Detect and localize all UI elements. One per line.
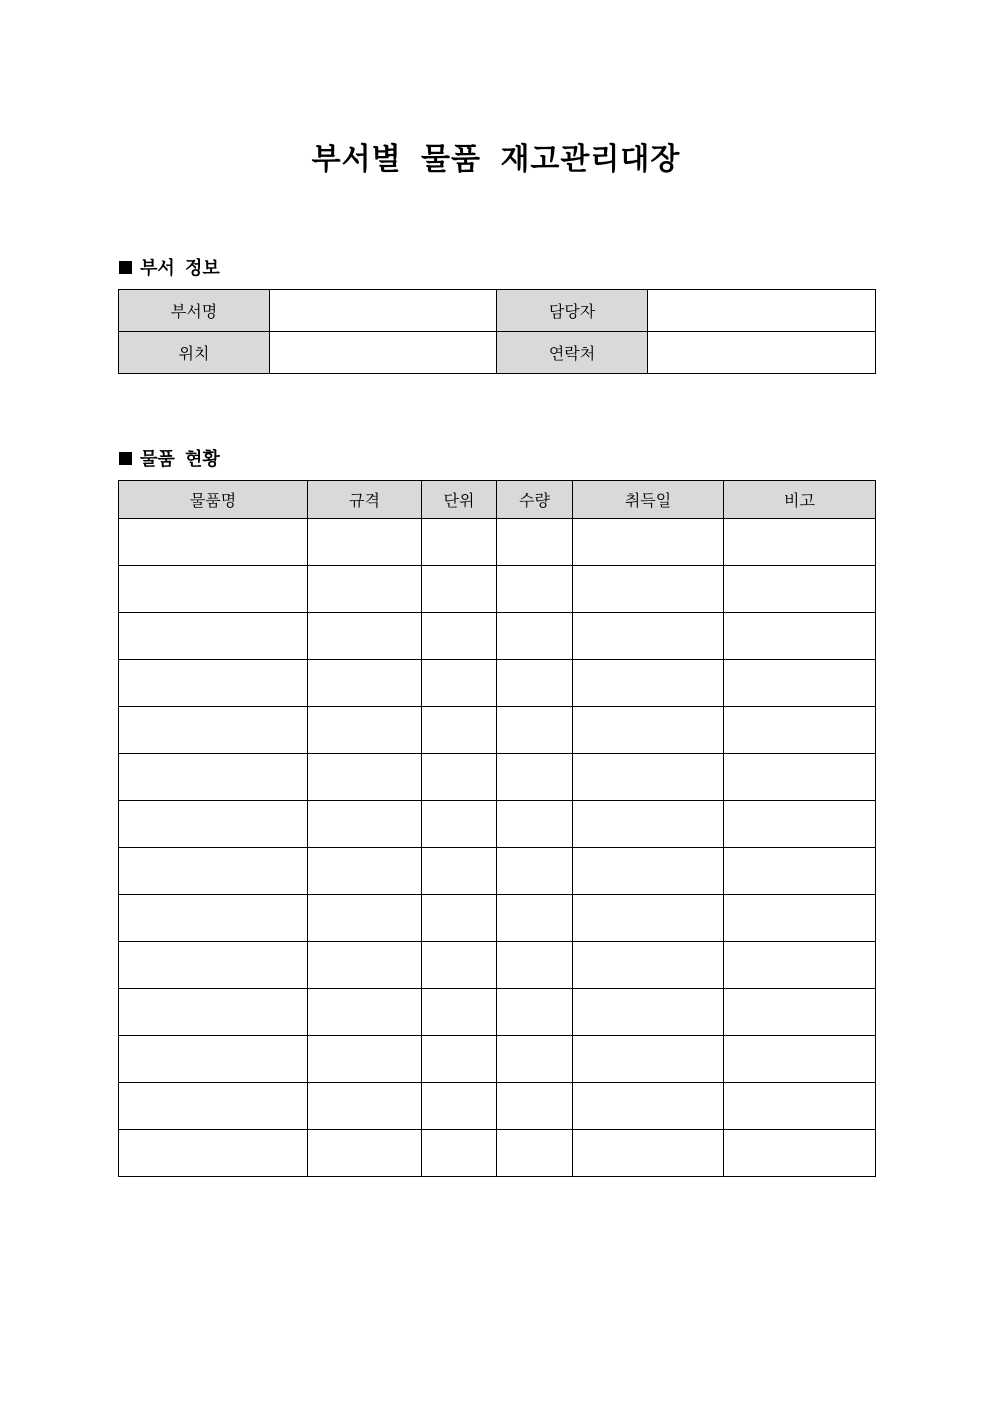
acquired-date-cell[interactable] (573, 660, 724, 707)
quantity-cell[interactable] (497, 1083, 573, 1130)
item-name-cell[interactable] (119, 660, 308, 707)
remarks-cell[interactable] (724, 895, 876, 942)
square-bullet-icon (119, 261, 132, 274)
unit-cell[interactable] (422, 989, 497, 1036)
spec-cell[interactable] (308, 613, 422, 660)
remarks-cell[interactable] (724, 1083, 876, 1130)
remarks-cell[interactable] (724, 942, 876, 989)
item-name-cell[interactable] (119, 942, 308, 989)
column-header-spec: 규격 (308, 481, 422, 519)
table-row (119, 754, 876, 801)
manager-field[interactable] (648, 290, 876, 332)
spec-cell[interactable] (308, 1036, 422, 1083)
acquired-date-cell[interactable] (573, 1130, 724, 1177)
quantity-cell[interactable] (497, 519, 573, 566)
spec-cell[interactable] (308, 848, 422, 895)
item-name-cell[interactable] (119, 754, 308, 801)
table-row (119, 942, 876, 989)
table-row (119, 1083, 876, 1130)
item-name-cell[interactable] (119, 848, 308, 895)
spec-cell[interactable] (308, 801, 422, 848)
unit-cell[interactable] (422, 848, 497, 895)
quantity-cell[interactable] (497, 566, 573, 613)
acquired-date-cell[interactable] (573, 566, 724, 613)
unit-cell[interactable] (422, 707, 497, 754)
item-name-cell[interactable] (119, 566, 308, 613)
dept-section-heading (119, 254, 220, 280)
acquired-date-cell[interactable] (573, 754, 724, 801)
inventory-body (119, 519, 876, 1177)
table-row (119, 1036, 876, 1083)
unit-cell[interactable] (422, 895, 497, 942)
unit-cell[interactable] (422, 660, 497, 707)
column-header-remarks: 비고 (724, 481, 876, 519)
spec-cell[interactable] (308, 754, 422, 801)
acquired-date-cell[interactable] (573, 707, 724, 754)
unit-cell[interactable] (422, 1036, 497, 1083)
spec-cell[interactable] (308, 660, 422, 707)
quantity-cell[interactable] (497, 942, 573, 989)
quantity-cell[interactable] (497, 613, 573, 660)
location-label: 위치 (119, 332, 270, 374)
remarks-cell[interactable] (724, 801, 876, 848)
dept-info-table (118, 289, 876, 374)
spec-cell[interactable] (308, 1130, 422, 1177)
quantity-cell[interactable] (497, 989, 573, 1036)
item-name-cell[interactable] (119, 519, 308, 566)
table-row (119, 801, 876, 848)
item-name-cell[interactable] (119, 989, 308, 1036)
column-header-quantity: 수량 (497, 481, 573, 519)
quantity-cell[interactable] (497, 707, 573, 754)
dept-info-row (119, 332, 876, 374)
location-field[interactable] (270, 332, 497, 374)
spec-cell[interactable] (308, 566, 422, 613)
unit-cell[interactable] (422, 1130, 497, 1177)
remarks-cell[interactable] (724, 519, 876, 566)
item-name-cell[interactable] (119, 613, 308, 660)
spec-cell[interactable] (308, 989, 422, 1036)
inventory-table (118, 480, 876, 1177)
column-header-acquired-date: 취득일 (573, 481, 724, 519)
remarks-cell[interactable] (724, 754, 876, 801)
acquired-date-cell[interactable] (573, 1083, 724, 1130)
item-name-cell[interactable] (119, 895, 308, 942)
dept-info-row (119, 290, 876, 332)
remarks-cell[interactable] (724, 707, 876, 754)
quantity-cell[interactable] (497, 660, 573, 707)
unit-cell[interactable] (422, 519, 497, 566)
unit-cell[interactable] (422, 801, 497, 848)
table-row (119, 660, 876, 707)
manager-label: 담당자 (497, 290, 648, 332)
remarks-cell[interactable] (724, 848, 876, 895)
table-row (119, 566, 876, 613)
unit-cell[interactable] (422, 613, 497, 660)
acquired-date-cell[interactable] (573, 801, 724, 848)
quantity-cell[interactable] (497, 895, 573, 942)
spec-cell[interactable] (308, 895, 422, 942)
unit-cell[interactable] (422, 942, 497, 989)
remarks-cell[interactable] (724, 566, 876, 613)
acquired-date-cell[interactable] (573, 519, 724, 566)
quantity-cell[interactable] (497, 1036, 573, 1083)
dept-name-field[interactable] (270, 290, 497, 332)
quantity-cell[interactable] (497, 754, 573, 801)
page-title: 부서별 물품 재고관리대장 (311, 142, 681, 177)
item-name-cell[interactable] (119, 1083, 308, 1130)
table-row (119, 613, 876, 660)
dept-section-heading-text: 부서 정보 (140, 258, 220, 279)
item-name-cell[interactable] (119, 1130, 308, 1177)
square-bullet-icon (119, 452, 132, 465)
table-row (119, 707, 876, 754)
item-name-cell[interactable] (119, 707, 308, 754)
remarks-cell[interactable] (724, 1036, 876, 1083)
item-name-cell[interactable] (119, 1036, 308, 1083)
spec-cell[interactable] (308, 519, 422, 566)
acquired-date-cell[interactable] (573, 848, 724, 895)
quantity-cell[interactable] (497, 1130, 573, 1177)
inventory-section-heading-text: 물품 현황 (140, 449, 220, 470)
table-row (119, 989, 876, 1036)
contact-field[interactable] (648, 332, 876, 374)
inventory-header-row (119, 481, 876, 519)
table-row (119, 895, 876, 942)
spec-cell[interactable] (308, 707, 422, 754)
spec-cell[interactable] (308, 942, 422, 989)
acquired-date-cell[interactable] (573, 989, 724, 1036)
remarks-cell[interactable] (724, 613, 876, 660)
contact-label: 연락처 (497, 332, 648, 374)
unit-cell[interactable] (422, 1083, 497, 1130)
table-row (119, 1130, 876, 1177)
inventory-section-heading (119, 445, 220, 471)
column-header-item-name: 물품명 (119, 481, 308, 519)
unit-cell[interactable] (422, 566, 497, 613)
dept-name-label: 부서명 (119, 290, 270, 332)
table-row (119, 848, 876, 895)
unit-cell[interactable] (422, 754, 497, 801)
acquired-date-cell[interactable] (573, 895, 724, 942)
column-header-unit: 단위 (422, 481, 497, 519)
remarks-cell[interactable] (724, 989, 876, 1036)
item-name-cell[interactable] (119, 801, 308, 848)
quantity-cell[interactable] (497, 801, 573, 848)
table-row (119, 519, 876, 566)
acquired-date-cell[interactable] (573, 613, 724, 660)
quantity-cell[interactable] (497, 848, 573, 895)
remarks-cell[interactable] (724, 1130, 876, 1177)
spec-cell[interactable] (308, 1083, 422, 1130)
acquired-date-cell[interactable] (573, 1036, 724, 1083)
acquired-date-cell[interactable] (573, 942, 724, 989)
remarks-cell[interactable] (724, 660, 876, 707)
